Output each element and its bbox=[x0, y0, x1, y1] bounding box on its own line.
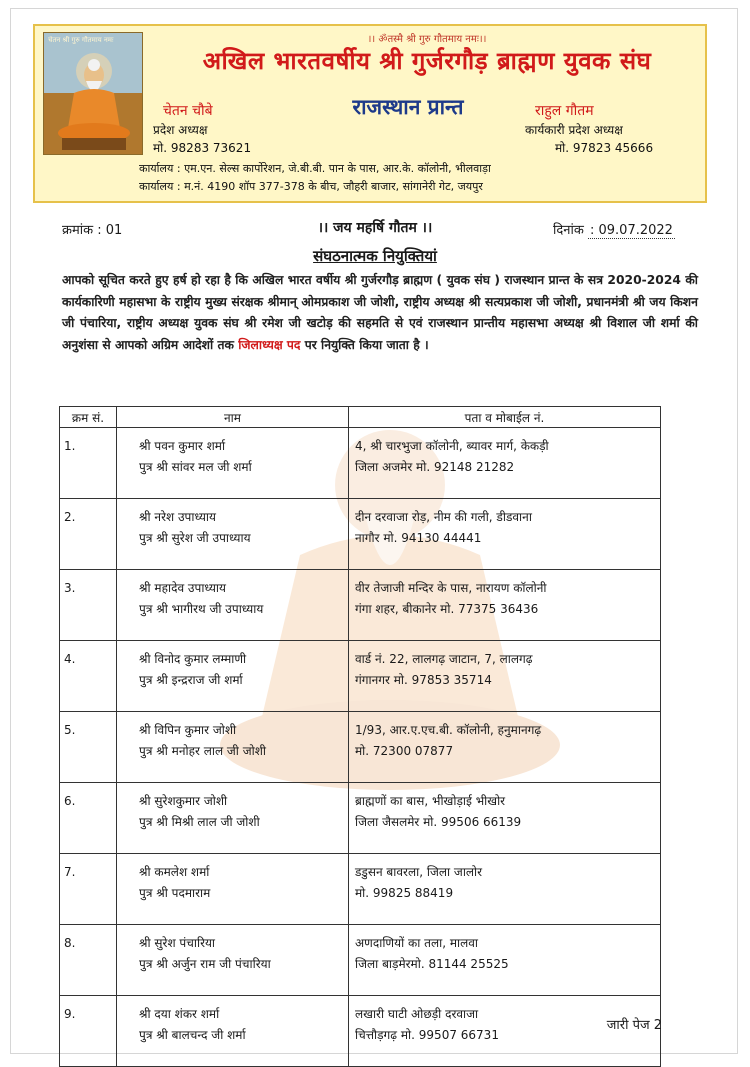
appointee-father: पुत्र श्री मिश्री लाल जी जोशी bbox=[139, 815, 260, 829]
serial-number: 1. bbox=[64, 439, 76, 453]
reference-number: क्रमांक : 01 bbox=[62, 223, 123, 238]
appointee-name: श्री विपिन कुमार जोशी bbox=[139, 723, 237, 737]
left-officer-mobile: मो. 98283 73621 bbox=[153, 141, 252, 155]
appointee-name: श्री नरेश उपाध्याय bbox=[139, 510, 217, 524]
row-address-cell bbox=[349, 499, 661, 570]
office-address-2: कार्यालय : म.नं. 4190 शॉप 377-378 के बीच, जौहरी बाजार, सांगानेरी गेट, जयपुर bbox=[139, 180, 483, 193]
table-row bbox=[60, 783, 661, 854]
portrait-caption: चेतन श्री गुरु गौतमाय नमः bbox=[48, 36, 114, 44]
table-row bbox=[60, 712, 661, 783]
left-officer-name: चेतन चौबे bbox=[163, 103, 213, 119]
appointee-father: पुत्र श्री इन्द्रराज जी शर्मा bbox=[139, 673, 243, 687]
header-address: पता व मोबाईल नं. bbox=[349, 407, 661, 428]
header-serial: क्रम सं. bbox=[60, 407, 117, 428]
serial-number: 2. bbox=[64, 510, 76, 524]
organization-title: अखिल भारतवर्षीय श्री गुर्जरगौड़ ब्राह्मण युवक संघ bbox=[202, 46, 652, 75]
address-line-1: 4, श्री चारभुजा कॉलोनी, ब्यावर मार्ग, केकड़ी bbox=[355, 439, 549, 453]
continued-note: जारी पेज 2 bbox=[606, 1018, 662, 1033]
subject-heading: संघठनात्मक नियुक्तियां bbox=[313, 247, 437, 265]
appointee-father: पुत्र श्री सांवर मल जी शर्मा bbox=[139, 460, 252, 474]
appointee-name: श्री महादेव उपाध्याय bbox=[139, 581, 226, 595]
table-row bbox=[60, 925, 661, 996]
address-line-2: जिला अजमेर मो. 92148 21282 bbox=[355, 460, 515, 474]
address-line-1: वीर तेजाजी मन्दिर के पास, नारायण कॉलोनी bbox=[355, 581, 547, 595]
serial-number: 8. bbox=[64, 936, 76, 950]
appointee-father: पुत्र श्री बालचन्द जी शर्मा bbox=[139, 1028, 246, 1042]
body-text-after: पर नियुक्ति किया जाता है । bbox=[300, 337, 429, 352]
table-row bbox=[60, 854, 661, 925]
row-name-cell bbox=[117, 712, 349, 783]
row-address-cell bbox=[349, 428, 661, 499]
salutation: ।। जय महर्षि गौतम ।। bbox=[317, 220, 433, 236]
row-address-cell bbox=[349, 854, 661, 925]
appointments-table bbox=[59, 406, 661, 1067]
serial-number: 4. bbox=[64, 652, 76, 666]
address-line-1: अणदाणियों का तला, मालवा bbox=[355, 936, 479, 950]
appointee-father: पुत्र श्री मनोहर लाल जी जोशी bbox=[139, 744, 267, 758]
row-serial bbox=[60, 854, 117, 925]
table-row bbox=[60, 641, 661, 712]
row-name-cell bbox=[117, 428, 349, 499]
address-line-2: मो. 99825 88419 bbox=[355, 886, 454, 900]
appointee-name: श्री दया शंकर शर्मा bbox=[139, 1007, 220, 1021]
row-serial bbox=[60, 428, 117, 499]
serial-number: 5. bbox=[64, 723, 76, 737]
address-line-2: गंगानगर मो. 97853 35714 bbox=[355, 673, 492, 687]
address-line-1: वार्ड नं. 22, लालगढ़ जाटान, 7, लालगढ़ bbox=[355, 652, 533, 666]
table-row bbox=[60, 499, 661, 570]
address-line-1: 1/93, आर.ए.एच.बी. कॉलोनी, हनुमानगढ़ bbox=[355, 723, 542, 737]
serial-number: 9. bbox=[64, 1007, 76, 1021]
row-serial bbox=[60, 925, 117, 996]
letterhead bbox=[33, 24, 707, 203]
body-text-before: आपको सूचित करते हुए हर्ष हो रहा है कि अखिल भारत वर्षीय श्री गुर्जरगौड़ ब्राह्मण ( युवक संघ ) राजस्थान प्रान्त के सत्र 2020-2024 की कार्यकारिणी महासभा के राष्ट्रीय मुख्य संरक्षक श्रीमान् ओमप्रकाश जी जोशी, राष्ट्रीय अध्यक्ष श्री सत्यप्रकाश जी जोशी, प्रधानमंत्री श्री जय किशन जी पंचारिया, राष्ट्रीय अध्यक्ष युवक संघ श्री रमेश जी खटोड़ की सहमति से एवं राजस्थान प्रान्तीय महासभा अध्यक्ष श्री विशाल जी शर्मा की अनुशंसा से आपको अग्रिम आदेशों तक bbox=[62, 273, 698, 352]
row-serial bbox=[60, 712, 117, 783]
row-name-cell bbox=[117, 641, 349, 712]
left-officer-role: प्रदेश अध्यक्ष bbox=[153, 123, 208, 137]
right-officer-role: कार्यकारी प्रदेश अध्यक्ष bbox=[525, 123, 623, 137]
region-title: राजस्थान प्रान्त bbox=[352, 94, 464, 119]
appointee-name: श्री सुरेशकुमार जोशी bbox=[139, 794, 228, 808]
row-name-cell bbox=[117, 570, 349, 641]
table-row bbox=[60, 428, 661, 499]
address-line-1: ब्राह्मणों का बास, भीखोड़ाई भीखोर bbox=[355, 794, 506, 808]
serial-number: 3. bbox=[64, 581, 76, 595]
row-serial bbox=[60, 570, 117, 641]
address-line-2: जिला जैसलमेर मो. 99506 66139 bbox=[355, 815, 522, 829]
appointee-name: श्री विनोद कुमार लम्माणी bbox=[139, 652, 247, 666]
row-address-cell bbox=[349, 570, 661, 641]
row-address-cell bbox=[349, 712, 661, 783]
appointee-father: पुत्र श्री भागीरथ जी उपाध्याय bbox=[139, 602, 264, 616]
date-value: : 09.07.2022 bbox=[589, 223, 673, 238]
row-name-cell bbox=[117, 783, 349, 854]
appointee-father: पुत्र श्री पदमाराम bbox=[139, 886, 211, 900]
header-name: नाम bbox=[117, 407, 349, 428]
table-row bbox=[60, 996, 661, 1067]
table-row bbox=[60, 570, 661, 641]
row-serial bbox=[60, 499, 117, 570]
row-serial bbox=[60, 996, 117, 1067]
sage-portrait-image bbox=[43, 32, 143, 155]
table-header-row bbox=[60, 407, 661, 428]
letter-body bbox=[62, 270, 698, 356]
serial-number: 7. bbox=[64, 865, 76, 879]
address-line-2: जिला बाड़मेरमो. 81144 25525 bbox=[355, 957, 509, 971]
row-address-cell bbox=[349, 925, 661, 996]
address-line-2: चित्तौड़गढ़ मो. 99507 66731 bbox=[355, 1028, 499, 1042]
row-name-cell bbox=[117, 925, 349, 996]
row-name-cell bbox=[117, 854, 349, 925]
date-block bbox=[553, 220, 675, 238]
address-line-1: डडुसन बावरला, जिला जालोर bbox=[355, 865, 483, 879]
date-label: दिनांक bbox=[553, 223, 584, 238]
address-line-2: मो. 72300 07877 bbox=[355, 744, 454, 758]
serial-number: 6. bbox=[64, 794, 76, 808]
row-address-cell bbox=[349, 783, 661, 854]
row-name-cell bbox=[117, 499, 349, 570]
address-line-1: दीन दरवाजा रोड़, नीम की गली, डीडवाना bbox=[355, 510, 532, 524]
row-address-cell bbox=[349, 641, 661, 712]
appointee-name: श्री पवन कुमार शर्मा bbox=[139, 439, 226, 453]
appointee-father: पुत्र श्री सुरेश जी उपाध्याय bbox=[139, 531, 251, 545]
body-highlight: जिलाध्यक्ष पद bbox=[238, 337, 301, 352]
row-serial bbox=[60, 641, 117, 712]
address-line-2: गंगा शहर, बीकानेर मो. 77375 36436 bbox=[355, 602, 539, 616]
right-officer-mobile: मो. 97823 45666 bbox=[555, 141, 654, 155]
appointee-name: श्री सुरेश पंचारिया bbox=[139, 936, 216, 950]
appointee-father: पुत्र श्री अर्जुन राम जी पंचारिया bbox=[139, 957, 271, 971]
invocation-line: ।। ॐतस्मै श्री गुरु गौतमाय नमः।। bbox=[367, 34, 487, 45]
row-name-cell bbox=[117, 996, 349, 1067]
address-line-2: नागौर मो. 94130 44441 bbox=[355, 531, 482, 545]
appointee-name: श्री कमलेश शर्मा bbox=[139, 865, 210, 879]
row-serial bbox=[60, 783, 117, 854]
office-address-1: कार्यालय : एम.एन. सेल्स कार्पोरेशन, जे.बी.बी. पान के पास, आर.के. कॉलोनी, भीलवाड़ा bbox=[139, 162, 491, 175]
right-officer-name: राहुल गौतम bbox=[535, 103, 594, 119]
address-line-1: लखारी घाटी ओछड़ी दरवाजा bbox=[355, 1007, 479, 1021]
